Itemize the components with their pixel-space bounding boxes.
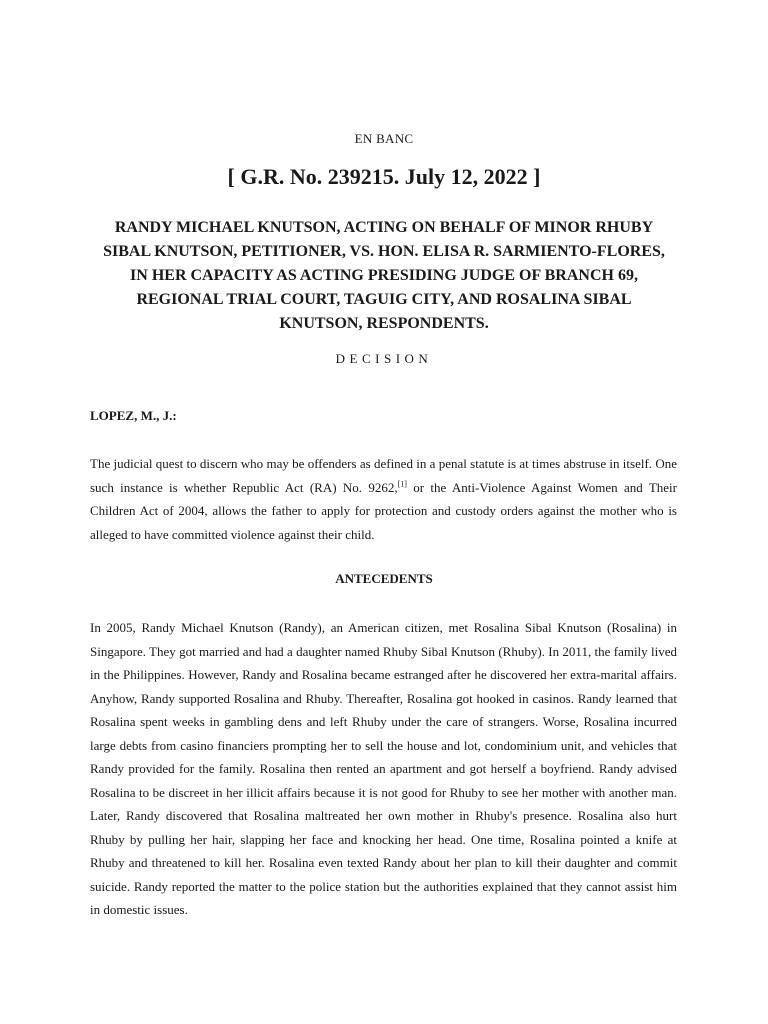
antecedents-paragraph: In 2005, Randy Michael Knutson (Randy), an American citizen, met Rosalina Sibal Knutson (Rosalina) in Singapore. They got married and had a daughter named Rhuby Sibal Knutson (Rhuby). In 2011, the family lived in the Philippines. However, Randy and Rosalina became estranged after he discovered her extra-marital affairs. Anyhow, Randy supported Rosalina and Rhuby. Thereafter, Rosalina got hooked in casinos. Randy learned that Rosalina spent weeks in gambling dens and left Rhuby under the care of strangers. Worse, Rosalina incurred large debts from casino financiers prompting her to sell the house and lot, condominium unit, and vehicles that Randy provided for the family. Rosalina then rented an apartment and got herself a boyfriend. Randy advised Rosalina to be discreet in her illicit affairs because it is not good for Rhuby to see her mother with another man. Later, Randy discovered that Rosalina maltreated her own mother in Rhuby's presence. Rosalina also hurt Rhuby by pulling her hair, slapping her face and knocking her head. One time, Rosalina pointed a knife at Rhuby and threatened to kill her. Rosalina even texted Randy about her plan to kill their daughter and commit suicide. Randy reported the matter to the police station but the authorities explained that they cannot assist him in domestic issues. (90, 620, 677, 917)
section-heading-antecedents: ANTECEDENTS (335, 571, 433, 586)
decision-label: DECISION (335, 351, 433, 366)
ponente: LOPEZ, M., J.: (90, 408, 177, 423)
court-division: EN BANC (354, 131, 414, 146)
intro-text-after: or the Anti-Violence Against Women and Their Children Act of 2004, allows the father to apply for protection and custody orders against the mother who is alleged to have committed violence against their child. (90, 479, 677, 542)
case-number: [ G.R. No. 239215. July 12, 2022 ] (227, 164, 541, 189)
intro-paragraph (90, 452, 677, 546)
case-parties: RANDY MICHAEL KNUTSON, ACTING ON BEHALF OF MINOR RHUBY SIBAL KNUTSON, PETITIONER, VS. HON. ELISA R. SARMIENTO-FLORES, IN HER CAPACITY AS ACTING PRESIDING JUDGE OF BRANCH 69, REGIONAL TRIAL COURT, TAGUIG CITY, AND ROSALINA SIBAL KNUTSON, RESPONDENTS. (103, 219, 665, 332)
intro-text-before: The judicial quest to discern who may be offenders as defined in a penal statute is at times abstruse in itself. One such instance is whether Republic Act (RA) No. 9262, (90, 456, 677, 495)
footnote-link[interactable]: [1] (397, 479, 407, 489)
